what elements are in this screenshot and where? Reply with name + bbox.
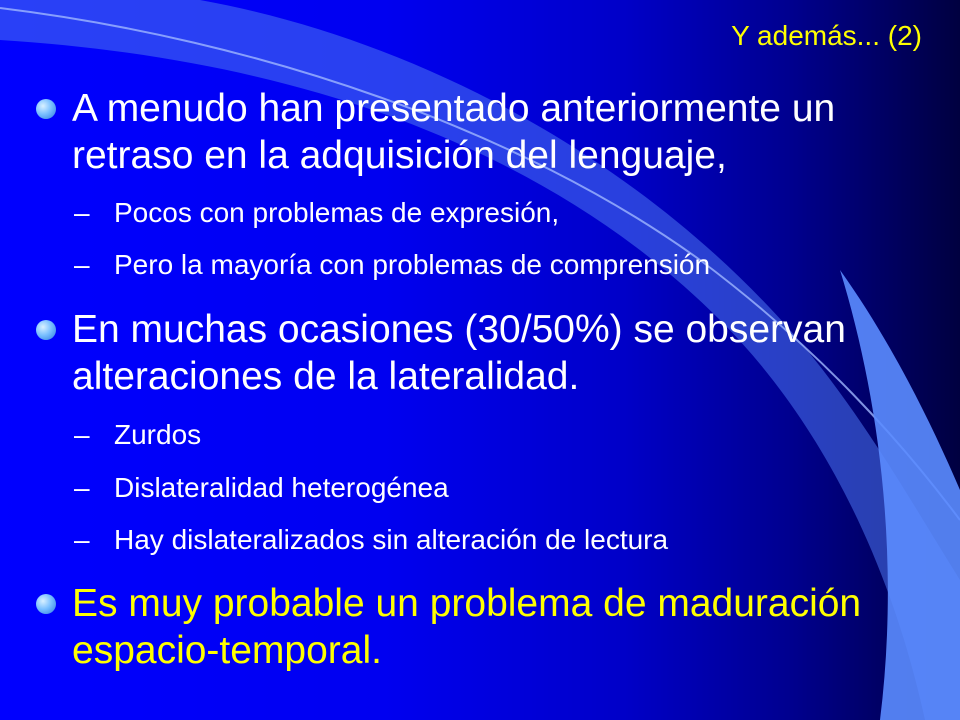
bullet-icon xyxy=(36,594,56,614)
slide-title: Y además... (2) xyxy=(731,20,922,51)
sub-item-text: Pocos con problemas de expresión, xyxy=(114,197,560,228)
sub-item-text: Pero la mayoría con problemas de comprensión xyxy=(114,249,711,280)
dash-icon: – xyxy=(74,472,90,503)
bullet-text: Es muy probable un problema de maduración espacio-temporal. xyxy=(72,582,862,672)
dash-icon: – xyxy=(74,419,90,450)
sub-item-text: Hay dislateralizados sin alteración de lectura xyxy=(114,524,669,555)
sub-item-text: Zurdos xyxy=(114,419,202,450)
bullet-text: En muchas ocasiones (30/50%) se observan alteraciones de la lateralidad. xyxy=(72,308,846,398)
sub-item-text: Dislateralidad heterogénea xyxy=(114,472,449,503)
bullet-icon xyxy=(36,320,56,340)
dash-icon: – xyxy=(74,249,90,280)
bullet-item xyxy=(72,306,952,400)
bullet-icon xyxy=(36,99,56,119)
dash-icon: – xyxy=(74,197,90,228)
bullet-item xyxy=(72,85,952,179)
bullet-item xyxy=(72,580,952,674)
bullet-text: A menudo han presentado anteriormente un retraso en la adquisición del lenguaje, xyxy=(72,87,836,177)
dash-icon: – xyxy=(74,524,90,555)
